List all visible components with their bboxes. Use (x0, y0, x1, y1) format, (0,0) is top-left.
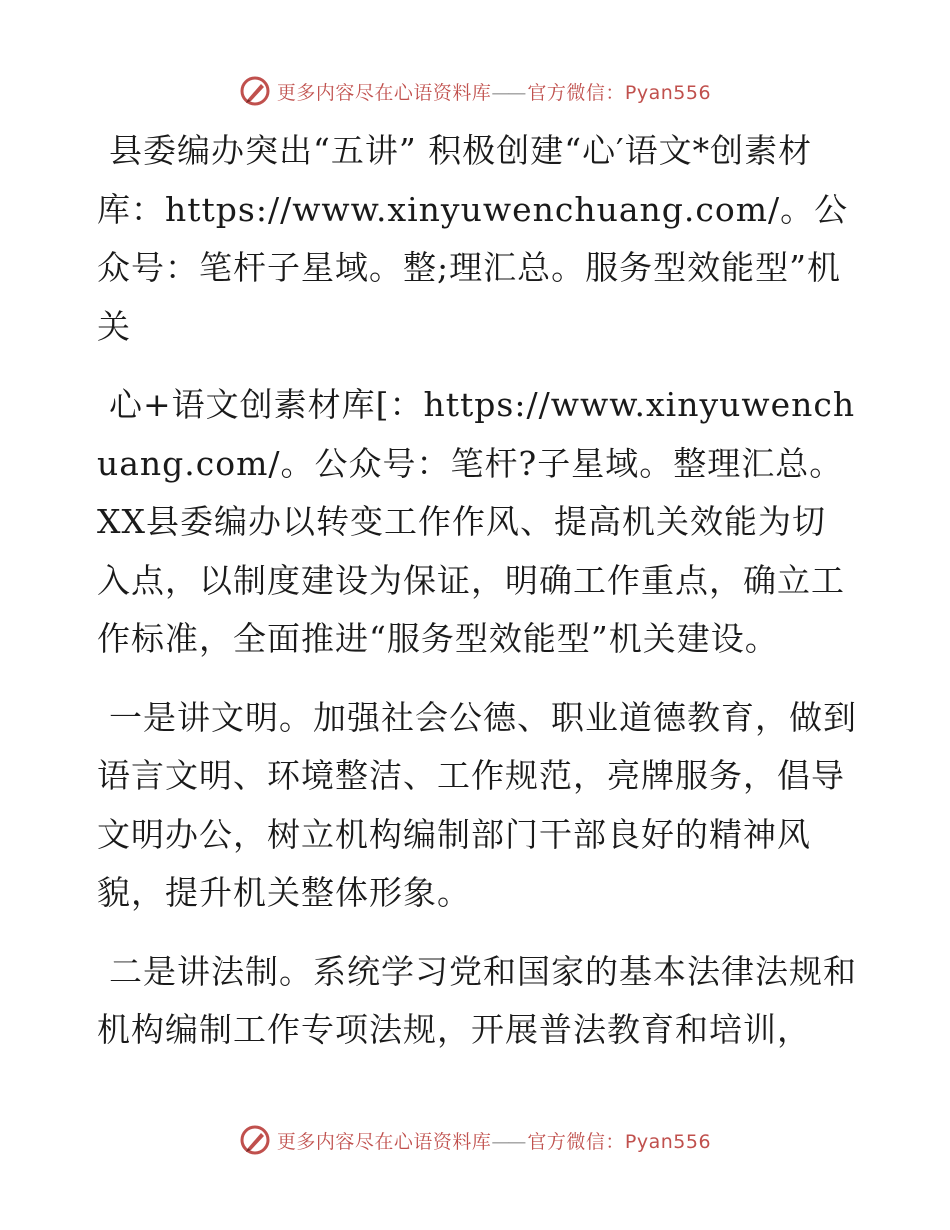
header-watermark-main: 更多内容尽在心语资料库 (276, 81, 492, 104)
footer-watermark-separator: —— (491, 1130, 524, 1153)
header-watermark-banner (0, 71, 950, 111)
header-watermark-separator: —— (491, 81, 524, 104)
footer-watermark-text (277, 1127, 711, 1154)
footer-watermark-wechat: 官方微信：Pyan556 (527, 1130, 712, 1153)
paragraph-legality: 二是讲法制。系统学习党和国家的基本法律法规和机构编制工作专项法规，开展普法教育和培训， (97, 951, 857, 1049)
paragraph-intro: 心+语文创素材库[：https://www.xinyuwenchuang.com/。公众号：笔杆?子星域。整理汇总。XX县委编办以转变工作作风、提高机关效能为切入点，以制度建设为保证，明确工作重点，确立工作标准，全面推进“服务型效能型”机关建设。 (97, 385, 856, 658)
header-watermark-text (277, 78, 711, 105)
document-body (97, 122, 857, 1080)
header-watermark-wechat: 官方微信：Pyan556 (527, 81, 712, 104)
footer-watermark-main: 更多内容尽在心语资料库 (276, 1130, 492, 1153)
footer-watermark-banner (0, 1120, 950, 1160)
paragraph-title: 县委编办突出“五讲” 积极创建“心′语文*创素材库：https://www.xinyuwenchuang.com/。公众号：笔杆子星域。整;理汇总。服务型效能型”机关 (97, 131, 849, 346)
pen-logo-icon (239, 75, 271, 107)
paragraph-civility: 一是讲文明。加强社会公德、职业道德教育，做到语言文明、环境整洁、工作规范，亮牌服务，倡导文明办公，树立机构编制部门干部良好的精神风貌，提升机关整体形象。 (97, 697, 857, 912)
pen-logo-icon (239, 1124, 271, 1156)
